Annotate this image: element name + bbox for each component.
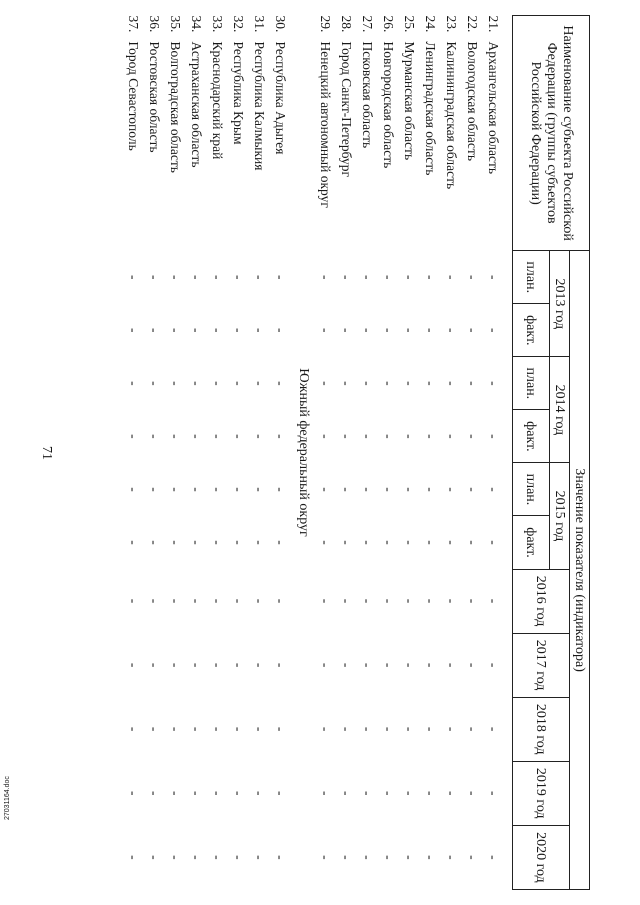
value-cell: - [231,328,247,333]
value-cell: - [339,381,355,386]
value-cell: - [339,540,355,545]
value-cell: - [444,540,460,545]
value-cell: - [465,381,481,386]
value-cell: - [423,662,439,668]
value-cell: - [252,487,268,492]
value-cell: - [168,487,184,492]
value-cell: - [210,434,226,439]
value-cell: - [168,275,184,280]
value-cell: - [273,328,289,333]
value-cell: - [252,598,268,604]
value-cell: - [168,726,184,732]
subject-cell [399,16,420,251]
group-row [291,16,315,890]
row-number: 26. [381,15,397,33]
value-cell: - [423,381,439,386]
value-cell: - [444,434,460,439]
subject-name: Ленинградская область [423,41,439,176]
value-cell: - [402,790,418,796]
value-cell: - [318,540,334,545]
value-cell: - [444,328,460,333]
table-row [357,16,378,890]
subject-cell [357,16,378,251]
value-cell: - [423,275,439,280]
subject-cell [441,16,462,251]
row-number: 22. [465,15,481,33]
value-cell: - [189,328,205,333]
subject-cell [228,16,249,251]
value-cell: - [423,598,439,604]
table-row [336,16,357,890]
value-cell: - [360,328,376,333]
value-cell: - [210,598,226,604]
value-cell: - [486,381,502,386]
row-number: 24. [423,15,439,33]
value-cell: - [168,540,184,545]
subject-cell [144,16,165,251]
row-number: 30. [273,15,289,33]
value-cell: - [189,598,205,604]
value-cell: - [147,540,163,545]
subject-name: Город Санкт-Петербург [339,41,355,177]
value-cell: - [486,328,502,333]
value-cell: - [318,328,334,333]
value-cell: - [402,726,418,732]
value-cell: - [252,662,268,668]
value-cell: - [339,726,355,732]
value-cell: - [318,855,334,860]
year-header-2014: 2014 год [550,357,570,463]
value-cell: - [318,275,334,280]
value-cell: - [273,275,289,280]
value-cell: - [486,540,502,545]
table-row [165,16,186,890]
row-number: 34. [189,15,205,33]
page-number: 71 [39,446,54,460]
value-cell: - [210,328,226,333]
value-cell: - [465,662,481,668]
value-cell: - [402,540,418,545]
subject-cell [186,16,207,251]
value-cell: - [168,598,184,604]
value-cell: - [486,598,502,604]
value-cell: - [147,790,163,796]
row-number: 23. [444,15,460,33]
value-cell: - [273,598,289,604]
subject-name: Архангельская область [486,41,502,175]
value-cell: - [318,487,334,492]
value-cell: - [273,662,289,668]
value-cell: - [210,790,226,796]
value-cell: - [231,275,247,280]
value-cell: - [486,662,502,668]
value-cell: - [189,487,205,492]
row-number: 29. [318,15,334,33]
value-cell: - [318,434,334,439]
value-cell: - [360,487,376,492]
subject-cell [165,16,186,251]
value-cell: - [273,434,289,439]
value-cell: - [402,487,418,492]
year-header-2019: 2019 год [513,761,570,825]
value-cell: - [381,540,397,545]
value-cell: - [231,855,247,860]
value-cell: - [273,487,289,492]
value-cell: - [273,790,289,796]
row-number: 31. [252,15,268,33]
plan-header-2015: план. [513,463,550,516]
value-cell: - [339,662,355,668]
value-cell: - [381,328,397,333]
table-row [420,16,441,890]
value-cell: - [231,434,247,439]
value-cell: - [168,790,184,796]
plan-header-2013: план. [513,251,550,304]
indicator-table [123,15,590,890]
plan-header-2014: план. [513,357,550,410]
value-cell: - [273,381,289,386]
value-cell: - [423,328,439,333]
value-cell: - [318,662,334,668]
value-cell: - [252,540,268,545]
value-cell: - [486,434,502,439]
group-title: Южный федеральный округ [296,368,311,537]
value-cell: - [465,790,481,796]
value-cell: - [126,275,142,280]
value-cell: - [231,381,247,386]
value-cell: - [126,381,142,386]
value-cell: - [189,726,205,732]
value-cell: - [423,790,439,796]
value-cell: - [252,790,268,796]
value-cell: - [231,662,247,668]
value-cell: - [147,434,163,439]
value-cell: - [465,328,481,333]
subject-cell [336,16,357,251]
indicator-header: Значение показателя (индикатора) [570,251,590,890]
subject-cell [249,16,270,251]
row-number: 35. [168,15,184,33]
value-cell: - [231,540,247,545]
subject-cell [207,16,228,251]
value-cell: - [168,381,184,386]
value-cell: - [381,855,397,860]
value-cell: - [381,598,397,604]
fact-header-2014: факт. [513,410,550,463]
value-cell: - [381,726,397,732]
value-cell: - [210,381,226,386]
subject-name: Вологодская область [465,41,481,161]
table-body [123,16,513,890]
spacer-cell [504,16,513,890]
table-row [315,16,336,890]
subject-cell [420,16,441,251]
year-header-2020: 2020 год [513,825,570,889]
year-header-2017: 2017 год [513,633,570,697]
value-cell: - [252,328,268,333]
year-header-2015: 2015 год [550,463,570,569]
value-cell: - [486,275,502,280]
value-cell: - [486,726,502,732]
value-cell: - [423,855,439,860]
value-cell: - [444,726,460,732]
value-cell: - [444,662,460,668]
value-cell: - [444,598,460,604]
subject-cell [462,16,483,251]
subject-cell [270,16,291,251]
value-cell: - [126,540,142,545]
value-cell: - [168,662,184,668]
value-cell: - [318,790,334,796]
value-cell: - [360,855,376,860]
value-cell: - [465,855,481,860]
value-cell: - [252,434,268,439]
value-cell: - [252,381,268,386]
subject-name: Псковская область [360,41,376,149]
row-number: 36. [147,15,163,33]
value-cell: - [402,275,418,280]
table-row [249,16,270,890]
value-cell: - [402,598,418,604]
value-cell: - [339,275,355,280]
value-cell: - [360,434,376,439]
value-cell: - [126,487,142,492]
value-cell: - [273,726,289,732]
value-cell: - [189,540,205,545]
value-cell: - [360,662,376,668]
year-header-2016: 2016 год [513,569,570,633]
value-cell: - [189,275,205,280]
value-cell: - [381,487,397,492]
value-cell: - [381,275,397,280]
value-cell: - [402,381,418,386]
value-cell: - [147,487,163,492]
value-cell: - [423,540,439,545]
value-cell: - [423,726,439,732]
subject-name: Ненецкий автономный округ [318,41,334,208]
table-row [228,16,249,890]
value-cell: - [231,726,247,732]
subject-cell [378,16,399,251]
value-cell: - [444,275,460,280]
row-number: 33. [210,15,226,33]
value-cell: - [465,598,481,604]
value-cell: - [381,434,397,439]
subject-name: Республика Крым [231,41,247,145]
value-cell: - [402,855,418,860]
value-cell: - [339,855,355,860]
value-cell: - [465,726,481,732]
value-cell: - [126,598,142,604]
year-header-2018: 2018 год [513,697,570,761]
value-cell: - [360,790,376,796]
value-cell: - [126,726,142,732]
value-cell: - [381,790,397,796]
value-cell: - [423,487,439,492]
value-cell: - [465,487,481,492]
value-cell: - [444,790,460,796]
value-cell: - [381,381,397,386]
subject-cell [483,16,504,251]
value-cell: - [147,726,163,732]
value-cell: - [210,726,226,732]
row-number: 32. [231,15,247,33]
table-header [513,16,590,890]
value-cell: - [231,598,247,604]
fact-header-2013: факт. [513,304,550,357]
value-cell: - [252,855,268,860]
table-row [186,16,207,890]
subject-name: Новгородская область [381,41,397,169]
value-cell: - [360,726,376,732]
table-row [207,16,228,890]
value-cell: - [339,328,355,333]
table-row [123,16,144,890]
value-cell: - [252,275,268,280]
fact-header-2015: факт. [513,516,550,569]
value-cell: - [126,328,142,333]
value-cell: - [423,434,439,439]
table-row [441,16,462,890]
value-cell: - [189,381,205,386]
document-code: 27031164.doc [4,776,11,820]
value-cell: - [168,855,184,860]
value-cell: - [231,790,247,796]
subject-name-header: Наименование субъекта Российской Федерации (группы субъектов Российской Федерации) [513,16,590,251]
year-header-2013: 2013 год [550,251,570,357]
subject-name: Республика Калмыкия [252,41,268,171]
row-number: 25. [402,15,418,33]
subject-name: Мурманская область [402,41,418,161]
subject-name: Ростовская область [147,41,163,153]
subject-cell [123,16,144,251]
value-cell: - [210,662,226,668]
row-number: 37. [126,15,142,33]
row-number: 21. [486,15,502,33]
value-cell: - [360,540,376,545]
subject-name: Республика Адыгея [273,41,289,155]
table-row [270,16,291,890]
value-cell: - [444,855,460,860]
value-cell: - [402,328,418,333]
value-cell: - [465,540,481,545]
value-cell: - [444,487,460,492]
value-cell: - [126,855,142,860]
value-cell: - [147,381,163,386]
value-cell: - [318,381,334,386]
value-cell: - [126,434,142,439]
indicator-table-sheet [45,15,590,890]
value-cell: - [339,598,355,604]
value-cell: - [318,726,334,732]
value-cell: - [486,855,502,860]
value-cell: - [189,790,205,796]
value-cell: - [189,434,205,439]
value-cell: - [465,434,481,439]
row-spacer [504,16,513,890]
value-cell: - [210,855,226,860]
subject-name: Волгоградская область [168,41,184,173]
value-cell: - [126,790,142,796]
value-cell: - [339,790,355,796]
value-cell: - [360,598,376,604]
value-cell: - [465,275,481,280]
table-row [144,16,165,890]
value-cell: - [168,434,184,439]
subject-name: Астраханская область [189,41,205,168]
value-cell: - [147,855,163,860]
value-cell: - [189,662,205,668]
value-cell: - [339,487,355,492]
value-cell: - [126,662,142,668]
value-cell: - [273,855,289,860]
value-cell: - [273,540,289,545]
value-cell: - [231,487,247,492]
value-cell: - [210,540,226,545]
table-row [483,16,504,890]
table-row [399,16,420,890]
value-cell: - [444,381,460,386]
value-cell: - [486,487,502,492]
value-cell: - [486,790,502,796]
value-cell: - [252,726,268,732]
table-row [462,16,483,890]
value-cell: - [402,434,418,439]
value-cell: - [360,275,376,280]
value-cell: - [147,598,163,604]
value-cell: - [402,662,418,668]
value-cell: - [210,275,226,280]
row-number: 28. [339,15,355,33]
value-cell: - [147,275,163,280]
subject-cell [315,16,336,251]
value-cell: - [381,662,397,668]
value-cell: - [147,328,163,333]
subject-name: Краснодарский край [210,41,226,160]
subject-name: Калининградская область [444,41,460,190]
value-cell: - [210,487,226,492]
value-cell: - [318,598,334,604]
value-cell: - [339,434,355,439]
subject-name: Город Севастополь [126,41,142,151]
table-row [378,16,399,890]
value-cell: - [360,381,376,386]
row-number: 27. [360,15,376,33]
value-cell: - [168,328,184,333]
value-cell: - [147,662,163,668]
value-cell: - [189,855,205,860]
